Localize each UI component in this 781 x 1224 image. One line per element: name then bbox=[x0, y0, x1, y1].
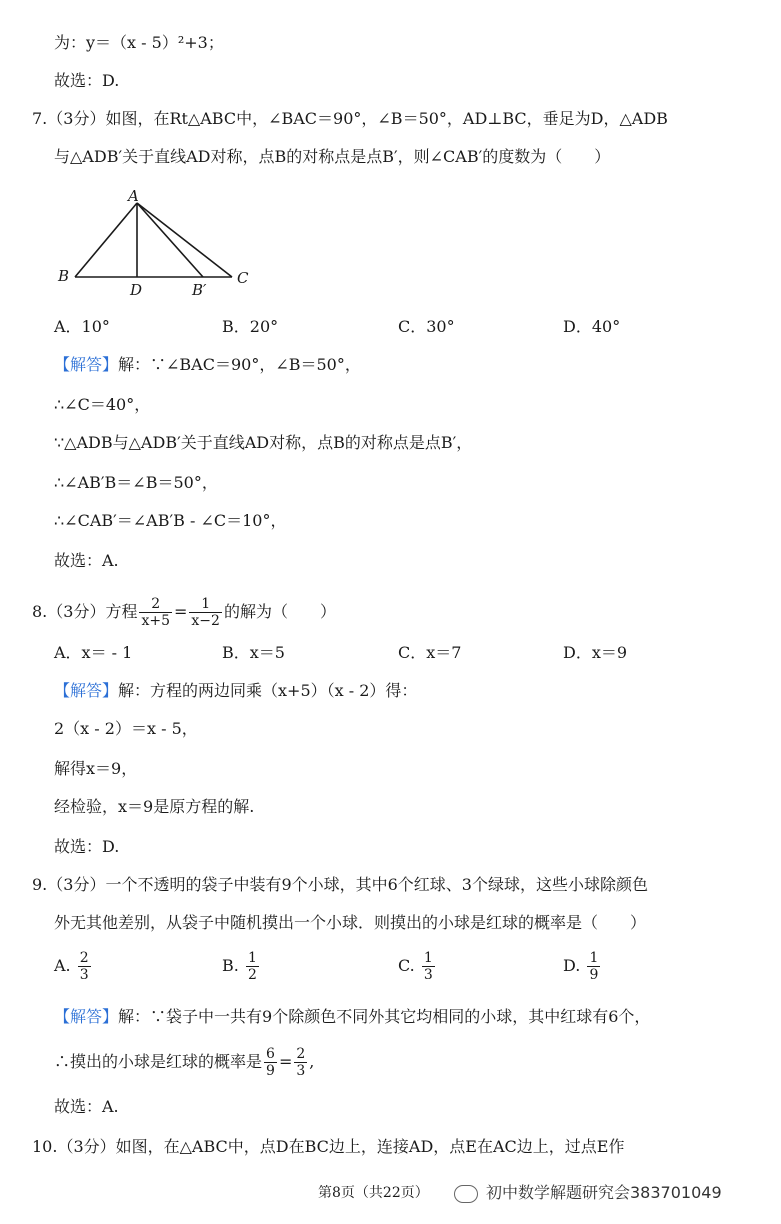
q8-option-b: B．x＝5 bbox=[222, 643, 285, 662]
q8-choice: 故选：D. bbox=[54, 837, 120, 856]
q9-stem-line1: 9.（3分）一个不透明的袋子中装有9个小球，其中6个红球、3个绿球，这些小球除颜色 bbox=[32, 875, 648, 894]
label-C: C bbox=[237, 269, 249, 287]
q8-solution-line3: 解得x＝9， bbox=[54, 759, 138, 778]
q9-option-a: A. $\frac{2}{3}$ bbox=[54, 950, 89, 983]
prev-answer-line: 为：y＝（x - 5）²+3； bbox=[54, 33, 224, 52]
label-B-prime: B′ bbox=[192, 281, 207, 297]
q8-solution-line2: 2（x - 2）＝x - 5， bbox=[54, 719, 198, 738]
q8-fraction-right: $\frac{1}{x-2}$ bbox=[191, 596, 220, 629]
q7-triangle-figure bbox=[50, 185, 260, 297]
q9-option-d: D. $\frac{1}{9}$ bbox=[563, 950, 599, 983]
q9-choice: 故选：A. bbox=[54, 1097, 119, 1116]
q7-solution-line5: ∴∠CAB′＝∠AB′B - ∠C＝10°， bbox=[54, 511, 287, 530]
label-A: A bbox=[128, 187, 139, 205]
q9-solution-line2: ∴摸出的小球是红球的概率是 $\frac{6}{9}$ = $\frac{2}{3}$ , bbox=[54, 1046, 315, 1079]
q8-option-a: A．x＝ - 1 bbox=[54, 643, 133, 662]
q7-solution-line1: 【解答】解：∵∠BAC＝90°，∠B＝50°， bbox=[54, 355, 361, 374]
q8-solution-line1: 【解答】解：方程的两边同乘（x+5）（x - 2）得： bbox=[54, 681, 418, 700]
q7-stem-line1: 7.（3分）如图，在Rt△ABC中，∠BAC＝90°，∠B＝50°，AD⊥BC，垂足为D，△ADB bbox=[32, 109, 668, 128]
answer-tag: 【解答】 bbox=[54, 355, 119, 374]
answer-tag: 【解答】 bbox=[54, 1007, 119, 1026]
q9-option-c: C. $\frac{1}{3}$ bbox=[398, 950, 433, 983]
label-D: D bbox=[130, 281, 143, 297]
answer-tag: 【解答】 bbox=[54, 681, 119, 700]
q8-fraction-left: $\frac{2}{x+5}$ bbox=[141, 596, 170, 629]
watermark: 初中数学解题研究会383701049 bbox=[454, 1180, 722, 1203]
segment-AB-prime bbox=[137, 203, 203, 277]
q7-option-c: C．30° bbox=[398, 317, 455, 336]
q8-stem: 8.（3分）方程 $\frac{2}{x+5}$ = $\frac{1}{x-2}$ 的解为（ ） bbox=[32, 596, 336, 629]
q9-solution-line1: 【解答】解：∵袋子中一共有9个除颜色不同外其它均相同的小球，其中红球有6个， bbox=[54, 1007, 651, 1026]
q7-solution-line3: ∵△ADB与△ADB′关于直线AD对称，点B的对称点是点B′， bbox=[54, 433, 473, 452]
q7-choice: 故选：A. bbox=[54, 551, 119, 570]
q10-stem-line1: 10.（3分）如图，在△ABC中，点D在BC边上，连接AD，点E在AC边上，过点E作 bbox=[32, 1137, 625, 1156]
q8-solution-line4: 经检验，x＝9是原方程的解. bbox=[54, 797, 255, 816]
q9-option-b: B. $\frac{1}{2}$ bbox=[222, 950, 257, 983]
q7-option-d: D．40° bbox=[563, 317, 621, 336]
prev-choice-line: 故选：D. bbox=[54, 71, 120, 90]
q7-stem-line2: 与△ADB′关于直线AD对称，点B的对称点是点B′，则∠CAB′的度数为（ ） bbox=[54, 147, 611, 166]
q8-option-c: C．x＝7 bbox=[398, 643, 462, 662]
q9-stem-line2: 外无其他差别，从袋子中随机摸出一个小球．则摸出的小球是红球的概率是（ ） bbox=[54, 913, 647, 932]
q7-option-b: B．20° bbox=[222, 317, 279, 336]
label-B: B bbox=[58, 267, 70, 285]
page-number: 第8页（共22页） bbox=[318, 1185, 429, 1201]
q8-option-d: D．x＝9 bbox=[563, 643, 628, 662]
side-AB bbox=[75, 203, 137, 277]
q7-solution-line2: ∴∠C＝40°， bbox=[54, 395, 151, 414]
q7-solution-line4: ∴∠AB′B＝∠B＝50°， bbox=[54, 473, 218, 492]
side-AC bbox=[137, 203, 232, 277]
q7-option-a: A．10° bbox=[54, 317, 110, 336]
wechat-icon bbox=[454, 1185, 478, 1203]
